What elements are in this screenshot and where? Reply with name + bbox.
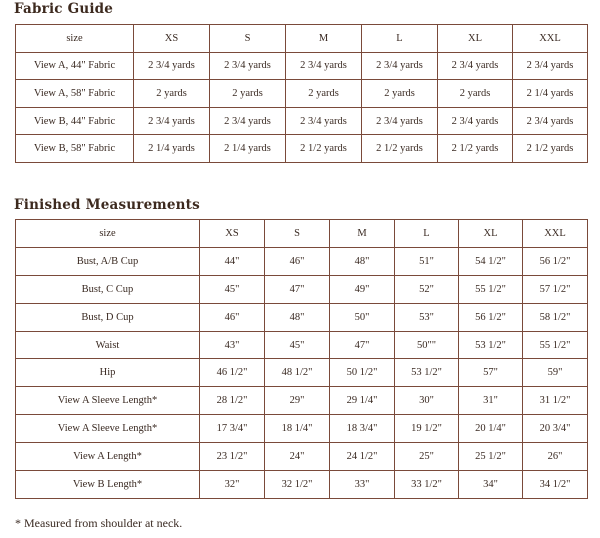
value-cell: 19 1/2" (395, 415, 459, 443)
row-label-cell: Hip (16, 359, 200, 387)
header-size-cell: S (210, 25, 286, 53)
value-cell: 30" (395, 387, 459, 415)
row-label-cell: Waist (16, 331, 200, 359)
value-cell: 34" (459, 471, 523, 499)
value-cell: 48 1/2" (265, 359, 330, 387)
value-cell: 50"" (395, 331, 459, 359)
row-label-cell: Bust, D Cup (16, 303, 200, 331)
row-label-cell: Bust, C Cup (16, 275, 200, 303)
table-row (16, 331, 588, 359)
value-cell: 2 yards (210, 80, 286, 108)
value-cell: 32 1/2" (265, 471, 330, 499)
header-size-label: size (16, 220, 200, 248)
value-cell: 2 3/4 yards (134, 52, 210, 80)
value-cell: 2 3/4 yards (438, 52, 513, 80)
row-label-cell: View B Length* (16, 471, 200, 499)
value-cell: 26" (523, 443, 588, 471)
value-cell: 2 3/4 yards (210, 52, 286, 80)
value-cell: 31 1/2" (523, 387, 588, 415)
footnote: * Measured from shoulder at neck. (15, 516, 183, 530)
value-cell: 2 1/4 yards (513, 80, 588, 108)
row-label-cell: View B, 44" Fabric (16, 107, 134, 135)
value-cell: 55 1/2" (459, 275, 523, 303)
value-cell: 20 3/4" (523, 415, 588, 443)
table-row (16, 443, 588, 471)
value-cell: 2 3/4 yards (286, 52, 362, 80)
value-cell: 43" (200, 331, 265, 359)
value-cell: 2 yards (286, 80, 362, 108)
value-cell: 2 3/4 yards (210, 107, 286, 135)
value-cell: 2 1/4 yards (210, 135, 286, 163)
value-cell: 56 1/2" (523, 247, 588, 275)
value-cell: 18 3/4" (330, 415, 395, 443)
table-row (16, 247, 588, 275)
value-cell: 46 1/2" (200, 359, 265, 387)
row-label-cell: View B, 58" Fabric (16, 135, 134, 163)
header-size-cell: M (330, 220, 395, 248)
value-cell: 24" (265, 443, 330, 471)
value-cell: 2 3/4 yards (362, 52, 438, 80)
value-cell: 23 1/2" (200, 443, 265, 471)
value-cell: 25" (395, 443, 459, 471)
value-cell: 2 3/4 yards (134, 107, 210, 135)
header-size-cell: XL (459, 220, 523, 248)
value-cell: 53" (395, 303, 459, 331)
value-cell: 33 1/2" (395, 471, 459, 499)
value-cell: 24 1/2" (330, 443, 395, 471)
value-cell: 47" (330, 331, 395, 359)
header-size-cell: XL (438, 25, 513, 53)
value-cell: 2 3/4 yards (438, 107, 513, 135)
table-row (16, 359, 588, 387)
value-cell: 2 1/2 yards (362, 135, 438, 163)
table-header-row (16, 220, 588, 248)
header-size-cell: XXL (513, 25, 588, 53)
value-cell: 46" (265, 247, 330, 275)
value-cell: 2 3/4 yards (513, 107, 588, 135)
value-cell: 57" (459, 359, 523, 387)
table-row (16, 471, 588, 499)
value-cell: 2 1/2 yards (513, 135, 588, 163)
value-cell: 57 1/2" (523, 275, 588, 303)
fabric-guide-table (15, 24, 588, 163)
row-label-cell: View A, 58" Fabric (16, 80, 134, 108)
value-cell: 54 1/2" (459, 247, 523, 275)
table-row (16, 80, 588, 108)
value-cell: 2 3/4 yards (286, 107, 362, 135)
value-cell: 53 1/2" (459, 331, 523, 359)
table-row (16, 135, 588, 163)
table-row (16, 415, 588, 443)
value-cell: 45" (200, 275, 265, 303)
value-cell: 2 3/4 yards (362, 107, 438, 135)
row-label-cell: View A Length* (16, 443, 200, 471)
value-cell: 56 1/2" (459, 303, 523, 331)
table-row (16, 52, 588, 80)
header-size-cell: XXL (523, 220, 588, 248)
value-cell: 47" (265, 275, 330, 303)
table-row (16, 387, 588, 415)
value-cell: 58 1/2" (523, 303, 588, 331)
header-size-cell: S (265, 220, 330, 248)
value-cell: 29 1/4" (330, 387, 395, 415)
value-cell: 20 1/4" (459, 415, 523, 443)
value-cell: 2 yards (362, 80, 438, 108)
value-cell: 33" (330, 471, 395, 499)
value-cell: 59" (523, 359, 588, 387)
value-cell: 51" (395, 247, 459, 275)
table-header-row (16, 25, 588, 53)
value-cell: 2 1/4 yards (134, 135, 210, 163)
value-cell: 2 1/2 yards (438, 135, 513, 163)
value-cell: 46" (200, 303, 265, 331)
header-size-cell: XS (200, 220, 265, 248)
finished-measurements-table (15, 219, 588, 499)
row-label-cell: Bust, A/B Cup (16, 247, 200, 275)
value-cell: 48" (330, 247, 395, 275)
header-size-cell: XS (134, 25, 210, 53)
value-cell: 2 3/4 yards (513, 52, 588, 80)
value-cell: 44" (200, 247, 265, 275)
value-cell: 2 yards (438, 80, 513, 108)
value-cell: 53 1/2" (395, 359, 459, 387)
value-cell: 32" (200, 471, 265, 499)
value-cell: 34 1/2" (523, 471, 588, 499)
fabric-guide-title: Fabric Guide (14, 1, 114, 17)
value-cell: 2 yards (134, 80, 210, 108)
header-size-cell: M (286, 25, 362, 53)
table-row (16, 275, 588, 303)
value-cell: 18 1/4" (265, 415, 330, 443)
value-cell: 45" (265, 331, 330, 359)
value-cell: 2 1/2 yards (286, 135, 362, 163)
header-size-cell: L (395, 220, 459, 248)
header-size-label: size (16, 25, 134, 53)
value-cell: 55 1/2" (523, 331, 588, 359)
value-cell: 25 1/2" (459, 443, 523, 471)
value-cell: 17 3/4" (200, 415, 265, 443)
value-cell: 31" (459, 387, 523, 415)
row-label-cell: View A Sleeve Length* (16, 387, 200, 415)
header-size-cell: L (362, 25, 438, 53)
value-cell: 50 1/2" (330, 359, 395, 387)
value-cell: 50" (330, 303, 395, 331)
value-cell: 28 1/2" (200, 387, 265, 415)
value-cell: 52" (395, 275, 459, 303)
value-cell: 29" (265, 387, 330, 415)
value-cell: 49" (330, 275, 395, 303)
value-cell: 48" (265, 303, 330, 331)
table-row (16, 107, 588, 135)
row-label-cell: View A Sleeve Length* (16, 415, 200, 443)
row-label-cell: View A, 44" Fabric (16, 52, 134, 80)
table-row (16, 303, 588, 331)
finished-measurements-title: Finished Measurements (14, 197, 200, 213)
